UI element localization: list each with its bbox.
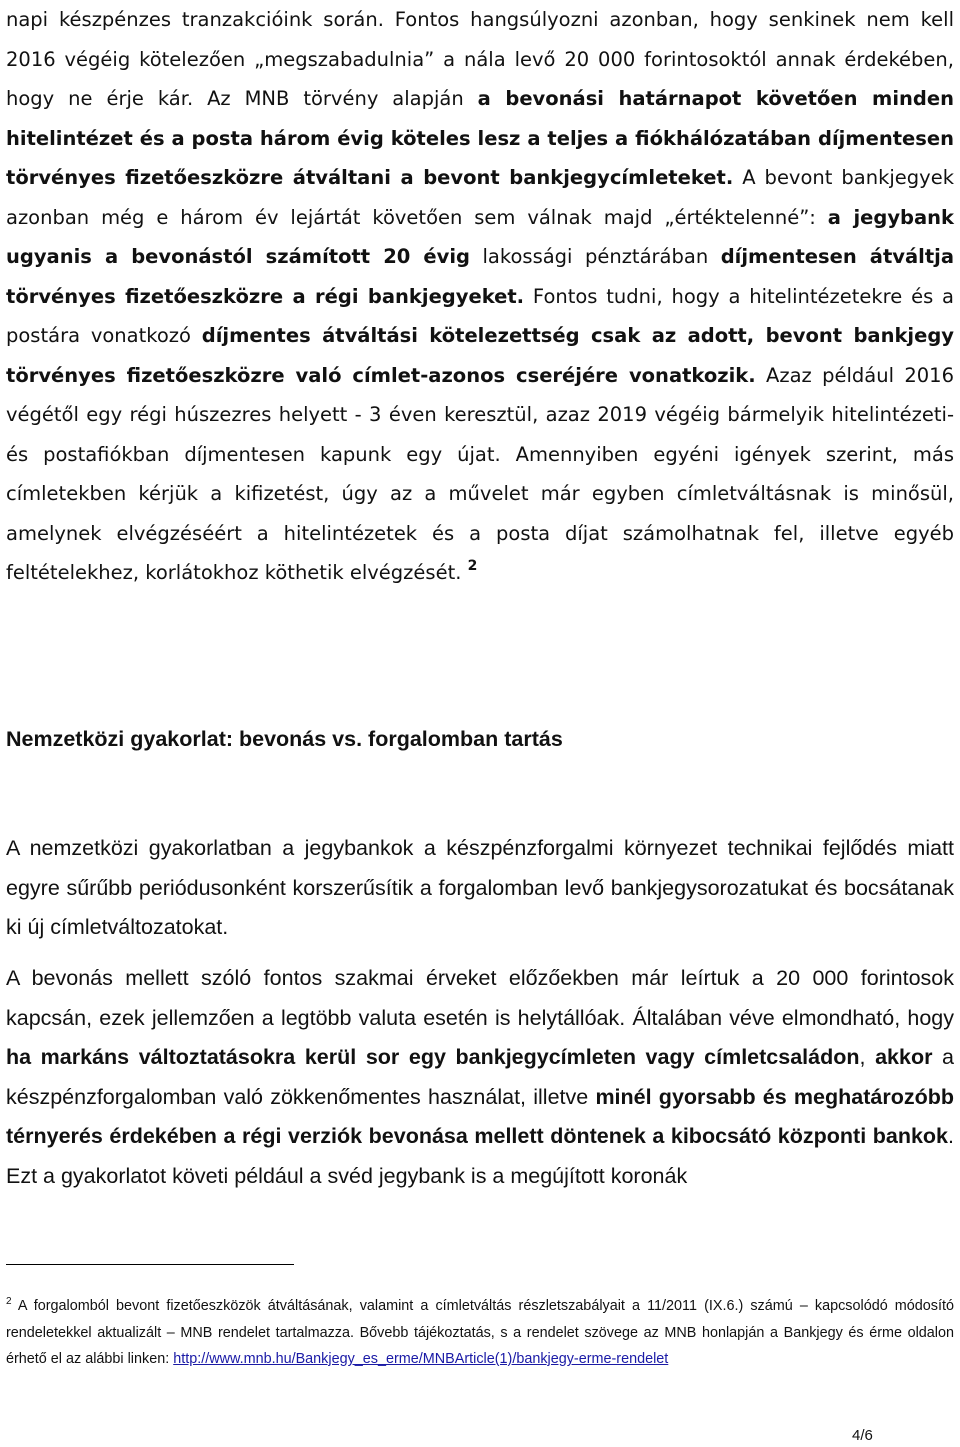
bold-text: a bevonási határnapot követően minden hitelintézet és a posta három évig köteles lesz a teljes a fiókhálózatában díjmentesen törvényes fizetőeszközre átváltani a bevont bankjegycímleteket. [6, 87, 954, 189]
bold-text: minél gyorsabb és meghatározóbb térnyerés érdekében a régi verziók bevonása mellett döntenek a kibocsátó központi bankok [6, 1084, 954, 1148]
bold-text: ha markáns változtatásokra kerül sor egy bankjegycímleten vagy címletcsaládon [6, 1045, 860, 1069]
bold-text: akkor [875, 1045, 933, 1069]
paragraph-text: napi készpénzes tranzakcióink során. Fontos hangsúlyozni azonban, hogy senkinek nem kell 2016 végéig kötelezően „megszabadulnia” a nála levő 20 000 forintosoktól annak érdekében, hogy ne érje kár. Az MNB törvény alapján [6, 8, 954, 110]
paragraph-text: . Ezt a gyakorlatot követi például a svéd jegybank is a megújított koronák [6, 1124, 954, 1188]
paragraph-text: , [859, 1045, 876, 1069]
body-paragraph-1 [6, 0, 954, 593]
footnote-link[interactable]: http://www.mnb.hu/Bankjegy_es_erme/MNBArticle(1)/bankjegy-erme-rendelet [173, 1351, 669, 1367]
bold-text: díjmentesen átváltja törvényes fizetőeszközre a régi bankjegyeket. [6, 245, 954, 308]
body-paragraph-3 [6, 959, 954, 1196]
section-heading: Nemzetközi gyakorlat: bevonás vs. forgalomban tartás [6, 727, 563, 751]
paragraph-text: a készpénzforgalomban való zökkenőmentes használat, illetve [6, 1045, 955, 1109]
footnote-separator [6, 1264, 294, 1265]
paragraph-text: Azaz például 2016 végétől egy régi húszezres helyett - 3 éven keresztül, azaz 2019 végéig bármelyik hitelintézeti-és postafiókban díjmentesen kapunk egy újat. Amennyiben egyéni igények szerint, más címletekben kérjük a kifizetést, úgy az a művelet már egyben címletváltásnak is minősül, amelynek elvégzéséért a hitelintézetek és a posta díjat számolhatnak fel, illetve egyéb feltételekhez, korlátokhoz köthetik elvégzését. [6, 363, 954, 584]
footnote [6, 1293, 954, 1373]
page-number: 4/6 [852, 1427, 873, 1444]
footnote-number: 2 [6, 1296, 12, 1307]
bold-text: a jegybank ugyanis a bevonástól számított 20 évig [6, 205, 954, 268]
footnote-reference[interactable]: 2 [467, 558, 478, 574]
paragraph-text: lakossági pénztárában [470, 245, 721, 268]
paragraph-text: Fontos tudni, hogy a hitelintézetekre és a postára vonatkozó [6, 284, 954, 347]
paragraph-text: A bevonás mellett szóló fontos szakmai érveket előzőekben már leírtuk a 20 000 forintosok kapcsán, ezek jellemzően a legtöbb valuta esetén is helytállóak. Általában véve elmondható, hogy [6, 966, 954, 1030]
paragraph-text: A bevont bankjegyek azonban még e három év lejártát követően sem válnak majd „értéktelenné”: [6, 166, 954, 229]
body-paragraph-2: A nemzetközi gyakorlatban a jegybankok a készpénzforgalmi környezet technikai fejlődés miatt egyre sűrűbb periódusonként korszerűsítik a forgalomban levő bankjegysorozatukat és bocsátanak ki új címletváltozatokat. [6, 836, 954, 939]
footnote-text: A forgalomból bevont fizetőeszközök átváltásának, valamint a címletváltás részletszabályait a 11/2011 (IX.6.) számú – kapcsolódó módosító rendeletekkel aktualizált – MNB rendelet tartalmazza. Bővebb tájékoztatás, s a rendelet szövege az MNB honlapján a Bankjegy és érme oldalon érhető el az alábbi linken: [6, 1298, 954, 1367]
bold-text: díjmentes átváltási kötelezettség csak az adott, bevont bankjegy törvényes fizetőeszközre való címlet-azonos cseréjére vonatkozik. [6, 324, 955, 387]
